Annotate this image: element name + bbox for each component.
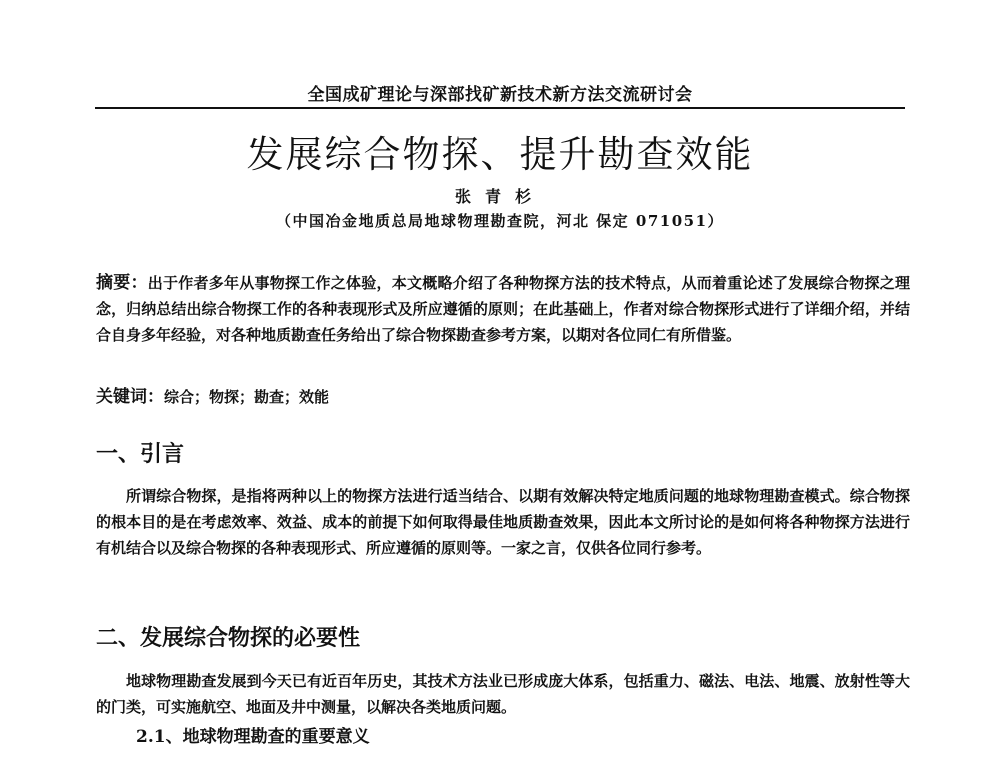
author-affiliation: （中国冶金地质总局地球物理勘查院，河北 保定 071051）	[275, 212, 725, 230]
necessity-paragraph: 地球物理勘查发展到今天已有近百年历史，其技术方法业已形成庞大体系，包括重力、磁法、电法、地震、放射性等大的门类，可实施航空、地面及井中测量，以解决各类地质问题。	[96, 672, 910, 716]
paper-title: 发展综合物探、提升勘查效能	[246, 133, 754, 176]
author-name: 张青杉	[454, 187, 545, 206]
introduction-paragraph: 所谓综合物探，是指将两种以上的物探方法进行适当结合、以期有效解决特定地质问题的地球物理勘查模式。综合物探的根本目的是在考虑效率、效益、成本的前提下如何取得最佳地质勘查效果，因此本文所讨论的是如何将各种物探方法进行有机结合以及综合物探的各种表现形式、所应遵循的原则等。一家之言，仅供各位同行参考。	[96, 487, 910, 557]
header-rule	[95, 107, 905, 109]
subsection-heading: 2.1、地球物理勘查的重要意义	[136, 727, 370, 747]
keywords-label: 关键词：	[96, 387, 164, 407]
abstract	[96, 270, 910, 348]
keywords-text: 综合；物探；勘查；效能	[164, 388, 330, 406]
abstract-text: 出于作者多年从事物探工作之体验，本文概略介绍了各种物探方法的技术特点，从而着重论述了发展综合物探之理念，归纳总结出综合物探工作的各种表现形式及所应遵循的原则；在此基础上，作者对综合物探形式进行了详细介绍，并结合自身多年经验，对各种地质勘查任务给出了综合物探勘查参考方案，以期对各位同仁有所借鉴。	[96, 274, 910, 344]
keywords	[96, 382, 329, 407]
section-heading-necessity: 二、发展综合物探的必要性	[96, 626, 361, 651]
abstract-label: 摘要：	[96, 273, 148, 293]
conference-header: 全国成矿理论与深部找矿新技术新方法交流研讨会	[307, 85, 693, 105]
section-heading-introduction: 一、引言	[96, 442, 185, 467]
